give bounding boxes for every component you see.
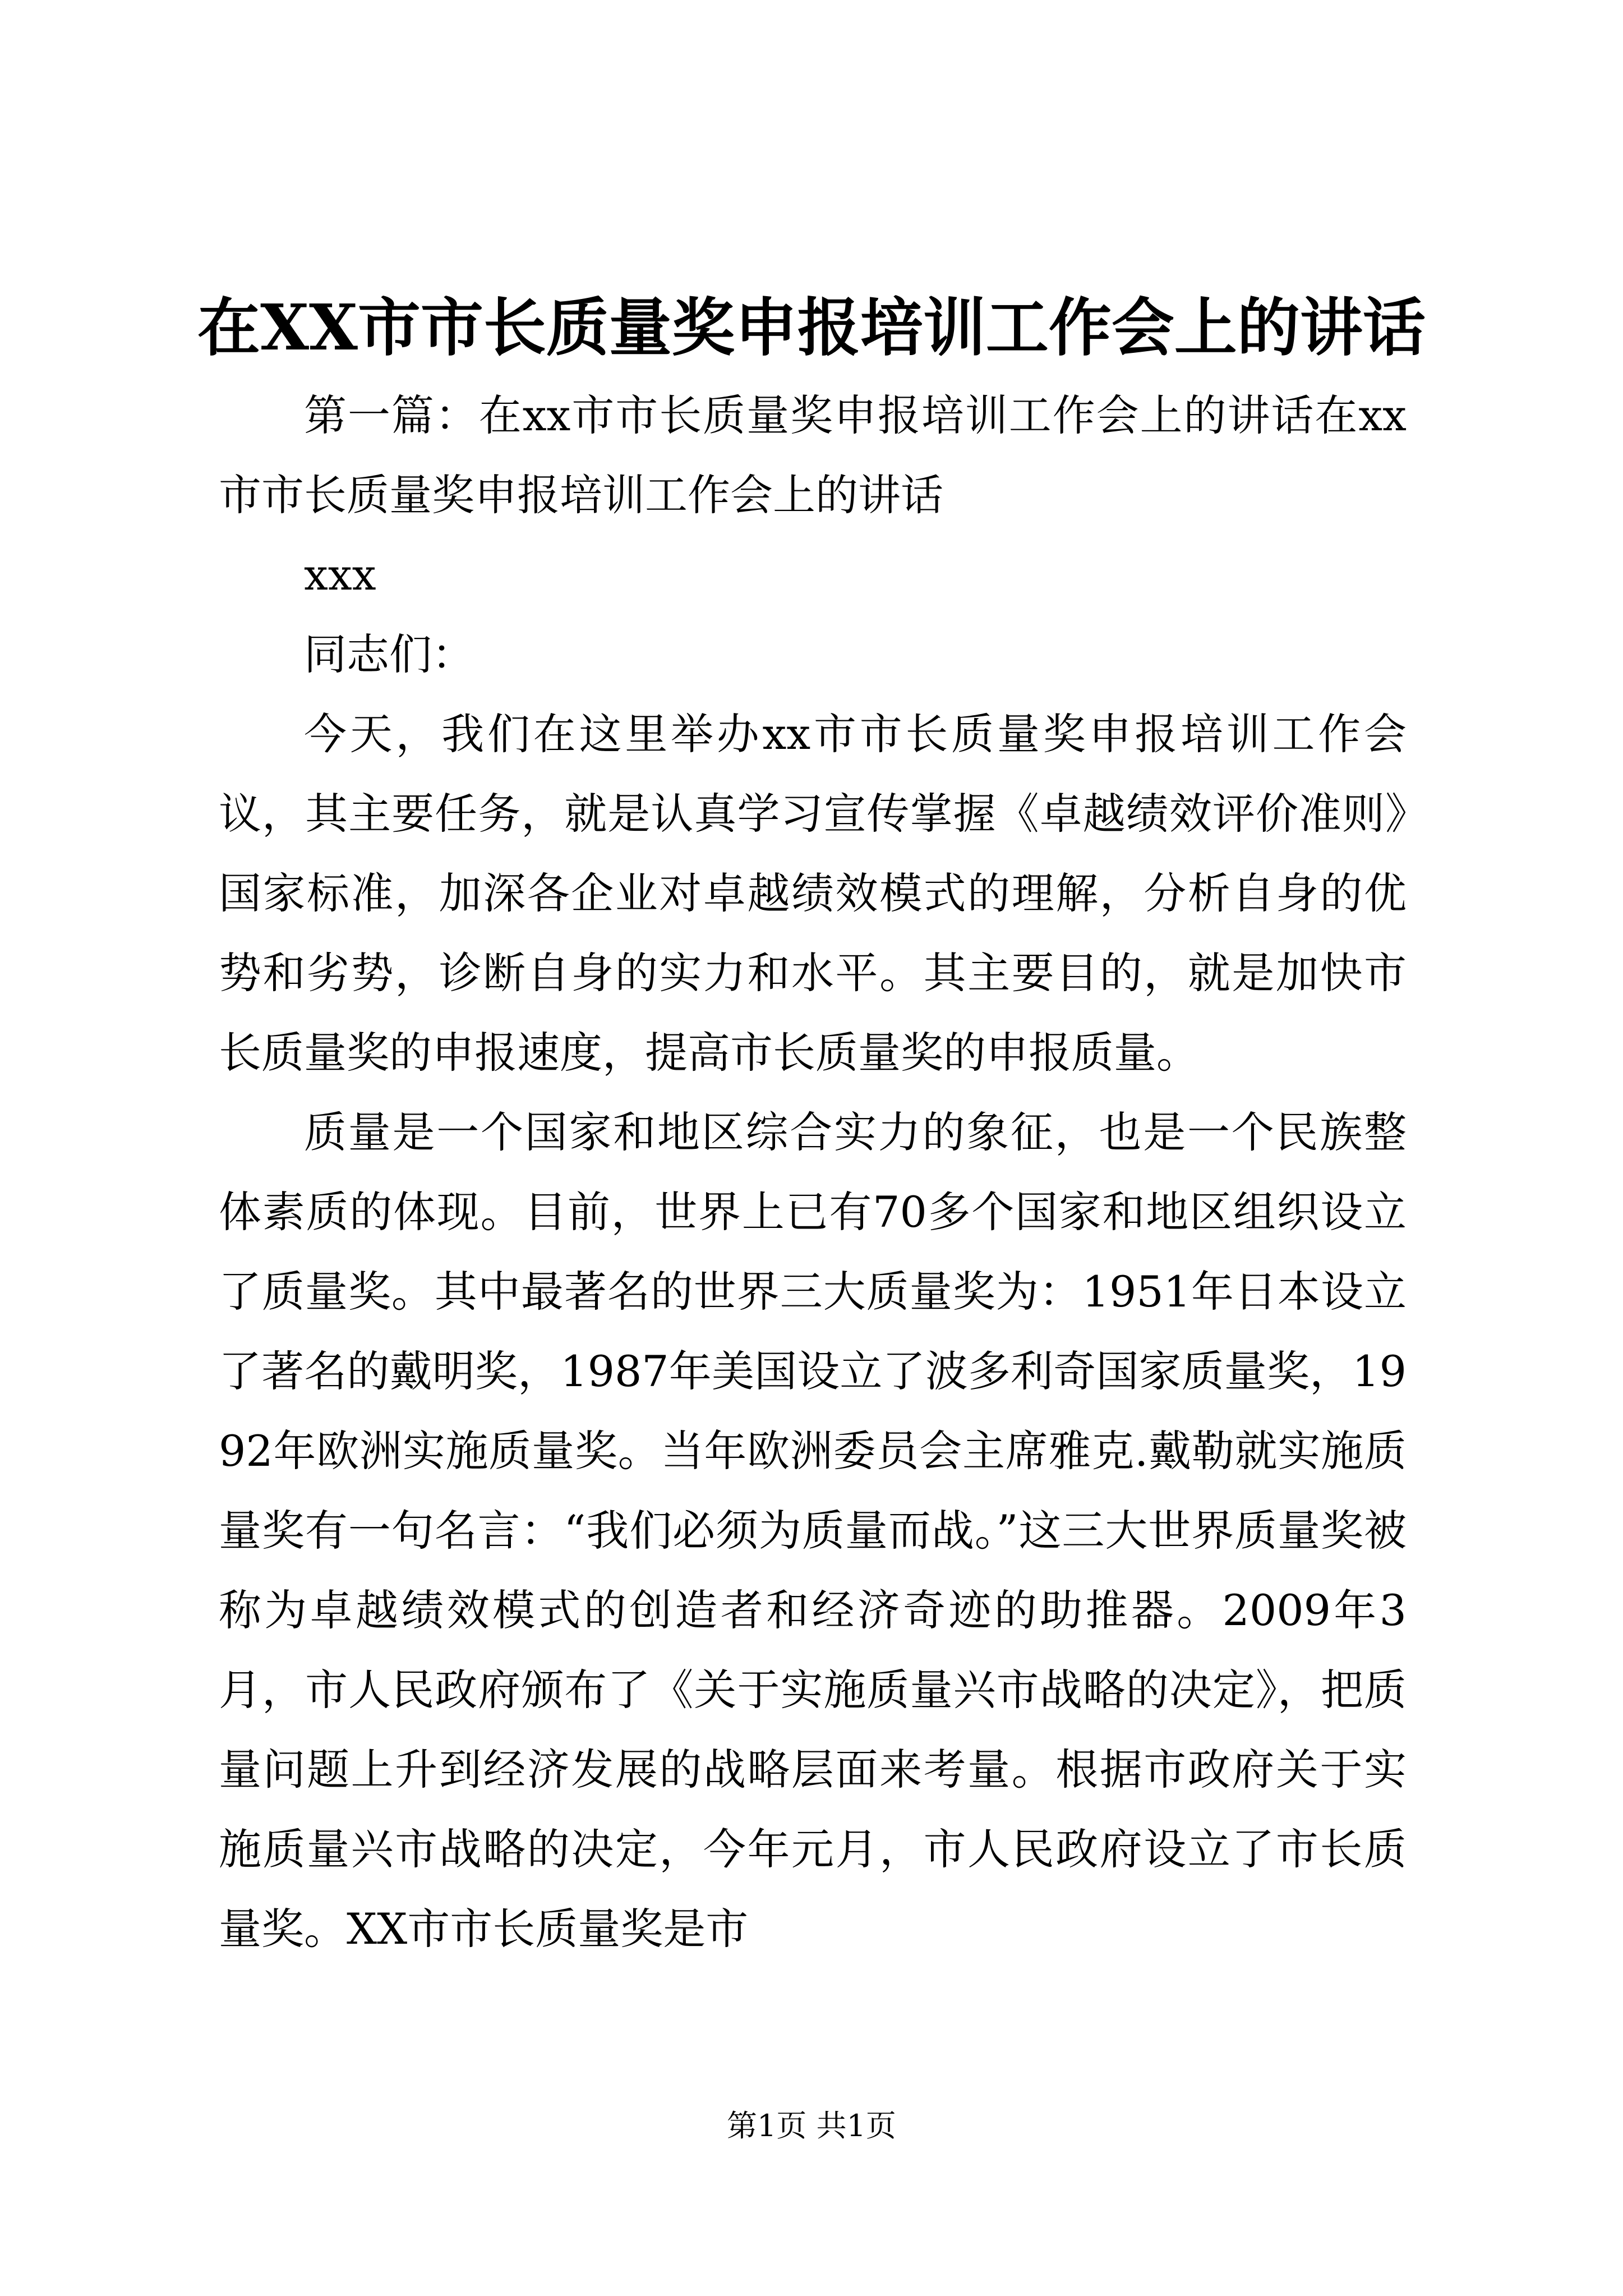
paragraph-heading: 第一篇：在xx市市长质量奖申报培训工作会上的讲话在xx市市长质量奖申报培训工作会上的讲话 xyxy=(219,390,1407,520)
document-body xyxy=(219,376,1407,1969)
page-number-footer: 第1页 共1页 xyxy=(727,2108,896,2143)
paragraph-greeting: 同志们： xyxy=(304,629,474,679)
paragraph-speaker: xxx xyxy=(304,550,376,600)
document-title: 在XX市市长质量奖申报培训工作会上的讲话 xyxy=(197,291,1426,365)
paragraph-quality: 质量是一个国家和地区综合实力的象征，也是一个民族整体素质的体现。目前，世界上已有70多个国家和地区组织设立了质量奖。其中最著名的世界三大质量奖为：1951年日本设立了著名的戴明奖，1987年美国设立了波多利奇国家质量奖，1992年欧洲实施质量奖。当年欧洲委员会主席雅克.戴勒就实施质量奖有一句名言：“我们必须为质量而战。”这三大世界质量奖被称为卓越绩效模式的创造者和经济奇迹的助推器。2009年3月，市人民政府颁布了《关于实施质量兴市战略的决定》，把质量问题上升到经济发展的战略层面来考量。根据市政府关于实施质量兴市战略的决定，今年元月，市人民政府设立了市长质量奖。XX市市长质量奖是市 xyxy=(219,1107,1407,1954)
paragraph-intro: 今天，我们在这里举办xx市市长质量奖申报培训工作会议，其主要任务，就是认真学习宣传掌握《卓越绩效评价准则》国家标准，加深各企业对卓越绩效模式的理解，分析自身的优势和劣势，诊断自身的实力和水平。其主要目的，就是加快市长质量奖的申报速度，提高市长质量奖的申报质量。 xyxy=(219,709,1407,1078)
